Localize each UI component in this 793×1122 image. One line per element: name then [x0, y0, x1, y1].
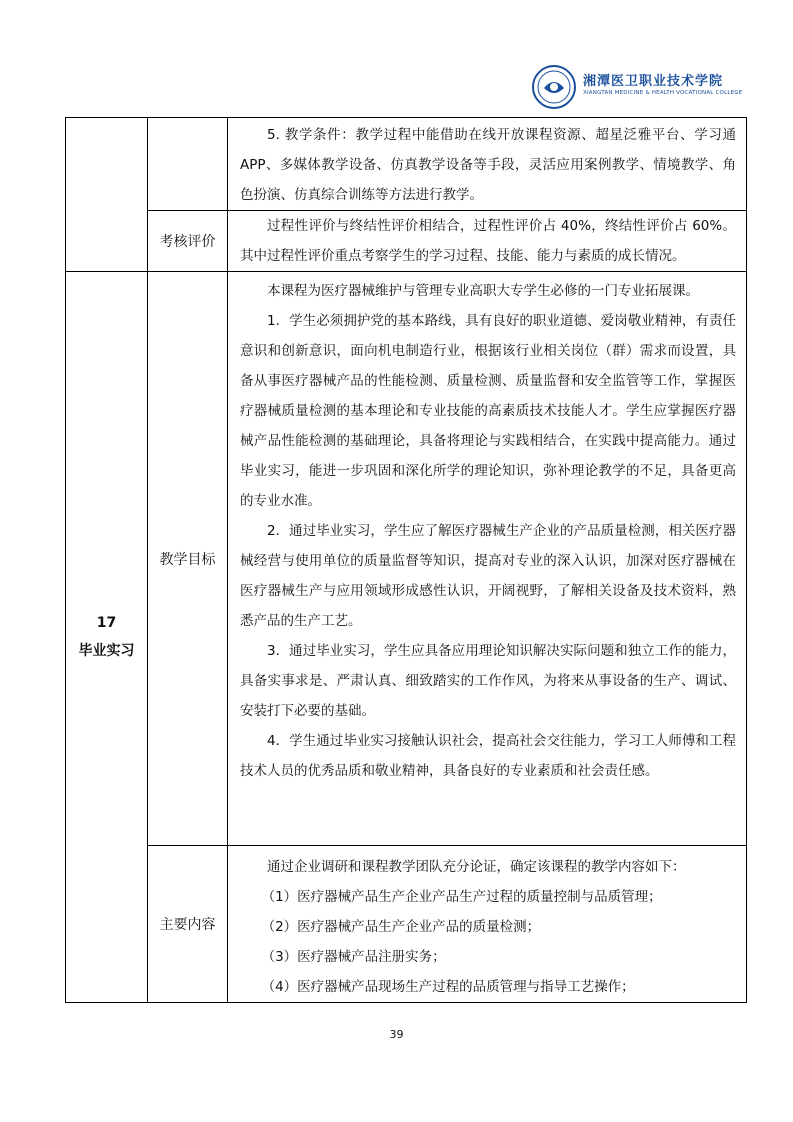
objective-paragraph: 4．学生通过毕业实习接触认识社会，提高社会交往能力，学习工人师傅和工程技术人员的优秀品质和敬业精神，具备良好的专业素质和社会责任感。: [240, 733, 736, 779]
assessment-label-cell: [148, 211, 228, 272]
assessment-text: 过程性评价与终结性评价相结合，过程性评价占 40%，终结性评价占 60%。其中过程性评价重点考察学生的学习过程、技能、能力与素质的成长情况。: [240, 218, 736, 264]
course-name: 毕业实习: [78, 643, 135, 659]
school-logo: [531, 64, 743, 110]
content-label-cell: [148, 846, 228, 1003]
objective-paragraph: 2．通过毕业实习，学生应了解医疗器械生产企业的产品质量检测，相关医疗器械经营与使用单位的质量监督等知识，提高对专业的深入认识，加深对医疗器械在医疗器械生产与应用领域形成感性认识，开阔视野，了解相关设备及技术资料，熟悉产品的生产工艺。: [240, 523, 736, 629]
assessment-cell: [228, 211, 747, 272]
table-row-objectives: [66, 272, 747, 846]
teaching-conditions-text: 5. 教学条件：教学过程中能借助在线开放课程资源、超星泛雅平台、学习通 APP、多媒体教学设备、仿真教学设备等手段，灵活应用案例教学、情境教学、角色扮演、仿真综合训练等方法进行教学。: [240, 127, 736, 203]
assessment-label: 考核评价: [159, 234, 216, 250]
course-number: 17: [96, 615, 117, 631]
content-cell: [228, 846, 747, 1003]
course-table: [65, 117, 747, 1003]
content-label: 主要内容: [159, 917, 216, 933]
table-row-content: [66, 846, 747, 1003]
objectives-label-cell: [148, 272, 228, 846]
table-row-conditions: [66, 118, 747, 211]
teaching-conditions-cell: [228, 118, 747, 211]
school-name-en: XIANGTAN MEDICINE & HEALTH VOCATIONAL COLLEGE: [583, 90, 743, 96]
course-number-cell: [66, 272, 148, 1003]
page-number: 39: [389, 1028, 404, 1041]
objective-paragraph: 3．通过毕业实习，学生应具备应用理论知识解决实际问题和独立工作的能力，具备实事求是、严肃认真、细致踏实的工作作风，为将来从事设备的生产、调试、安装打下必要的基础。: [240, 643, 736, 719]
school-emblem-icon: [531, 64, 577, 110]
school-name-cn: 湘潭医卫职业技术学院: [583, 74, 724, 89]
previous-course-number-cell: [66, 118, 148, 272]
objectives-cell: [228, 272, 747, 846]
objective-paragraph: 本课程为医疗器械维护与管理专业高职大专学生必修的一门专业拓展课。: [267, 283, 699, 299]
objectives-label: 教学目标: [159, 551, 216, 568]
objective-paragraph: 1．学生必须拥护党的基本路线，具有良好的职业道德、爱岗敬业精神，有责任意识和创新意识，面向机电制造行业，根据该行业相关岗位（群）需求而设置，具备从事医疗器械产品的性能检测、质量检测、质量监督和安全监管等工作，掌握医疗器械质量检测的基本理论和专业技能的高素质技术技能人才。学生应掌握医疗器械产品性能检测的基础理论，具备将理论与实践相结合，在实践中提高能力。通过毕业实习，能进一步巩固和深化所学的理论知识，弥补理论教学的不足，具备更高的专业水准。: [240, 313, 736, 509]
previous-section-label-cell: [148, 118, 228, 211]
content-item: （1）医疗器械产品生产企业产品生产过程的质量控制与品质管理；: [261, 889, 662, 905]
content-intro: 通过企业调研和课程教学团队充分论证，确定该课程的教学内容如下：: [267, 859, 686, 875]
content-item: （3）医疗器械产品注册实务；: [261, 949, 446, 965]
table-row-assessment: [66, 211, 747, 272]
content-item: （2）医疗器械产品生产企业产品的质量检测；: [261, 919, 541, 935]
content-item: （4）医疗器械产品现场生产过程的品质管理与指导工艺操作；: [261, 979, 635, 995]
